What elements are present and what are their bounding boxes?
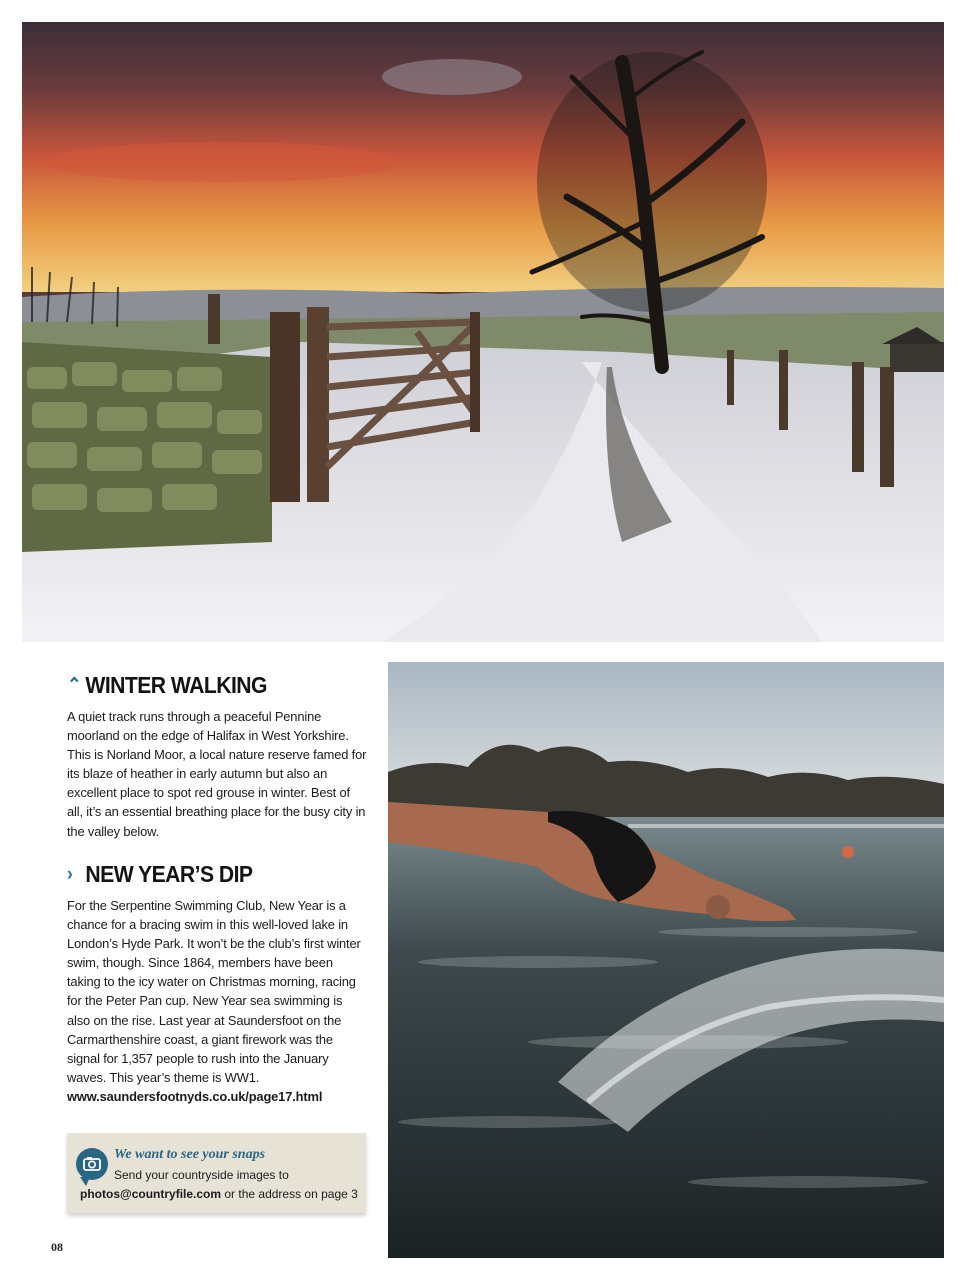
winter-walking-section — [67, 672, 367, 841]
camera-icon — [76, 1148, 108, 1180]
swimmer-diving-photo — [388, 662, 944, 1258]
new-years-dip-section — [67, 861, 367, 1106]
winter-walking-heading — [67, 672, 343, 699]
snaps-callout-box — [67, 1133, 366, 1213]
new-years-dip-body — [67, 896, 367, 1106]
new-years-dip-heading-text: NEW YEAR’S DIP — [85, 861, 253, 887]
caret-up-icon: ⌃ — [67, 675, 82, 696]
snowy-lane-photo — [22, 22, 944, 642]
new-years-dip-body-text: For the Serpentine Swimming Club, New Year is a chance for a bracing swim in this well-loved lake in London’s Hyde Park. It won’t be the club’s first winter swim, though. Since 1864, members have been taking to the icy water on Christmas morning, racing for the Peter Pan cup. New Year sea swimming is also on the rise. Last year at Saundersfoot on the Carmarthenshire coast, a giant firework was the signal for 1,357 people to rush into the January waves. This year’s theme is WW1. — [67, 898, 361, 1085]
new-years-dip-heading — [67, 861, 343, 888]
snaps-text-line2 — [80, 1187, 358, 1201]
snaps-text-line1: Send your countryside images to — [114, 1168, 289, 1182]
page-number: 08 — [51, 1240, 63, 1254]
snaps-email-link[interactable]: photos@countryfile.com — [80, 1187, 222, 1201]
winter-walking-body: A quiet track runs through a peaceful Pennine moorland on the edge of Halifax in West Yorkshire. This is Norland Moor, a local nature reserve famed for its blaze of heather in early autumn but also an excellent place to spot red grouse in winter. Best of all, it’s an essential breathing place for the busy city in the valley below. — [67, 709, 367, 839]
chevron-right-icon: › — [67, 863, 73, 885]
snaps-text-line2-rest: or the address on page 3 — [221, 1187, 358, 1201]
saundersfoot-url-link[interactable]: www.saundersfootnyds.co.uk/page17.html — [67, 1088, 323, 1104]
snaps-title: We want to see your snaps — [114, 1147, 266, 1162]
winter-walking-heading-text: WINTER WALKING — [85, 672, 267, 698]
